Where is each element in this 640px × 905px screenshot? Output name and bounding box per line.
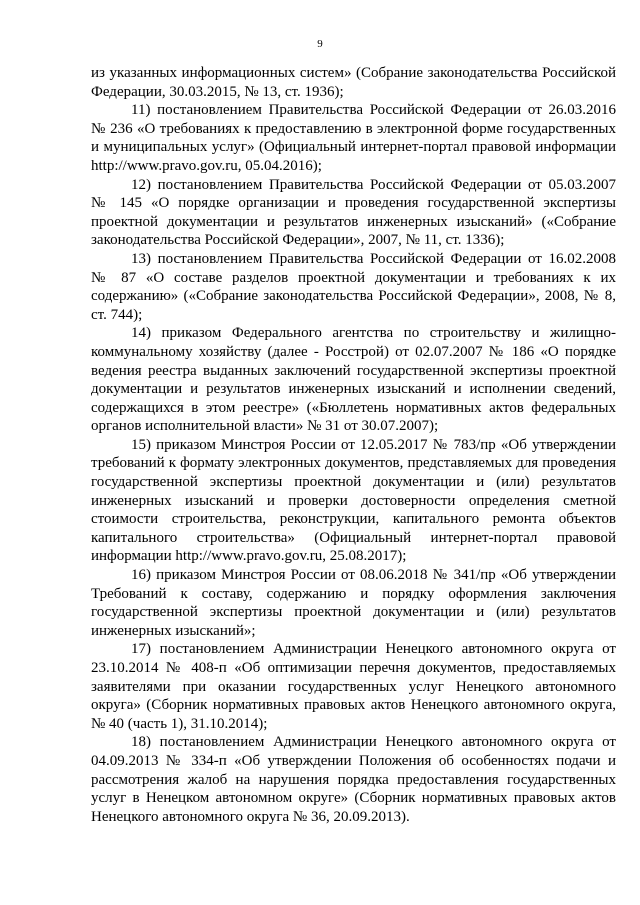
list-item-17: 17) постановлением Администрации Ненецкого автономного округа от 23.10.2014 № 408-п «Об оптимизации перечня документов, предоставляемых заявителями при оказании государственных услуг Ненецкого автономного округа» (Сборник нормативных правовых актов Ненецкого автономного округа, № 40 (часть 1), 31.10.2014); [91,641,616,732]
list-item-12: 12) постановлением Правительства Российской Федерации от 05.03.2007 № 145 «О порядке организации и проведения государственной экспертизы проектной документации и результатов инженерных изысканий» («Собрание законодательства Российской Федерации», 2007, № 11, ст. 1336); [91,176,616,249]
list-item-13: 13) постановлением Правительства Российской Федерации от 16.02.2008 № 87 «О составе разделов проектной документации и требованиях к их содержанию» («Собрание законодательства Российской Федерации», 2008, № 8, ст. 744); [91,250,616,323]
list-item-14: 14) приказом Федерального агентства по строительству и жилищно-коммунальному хозяйству (далее - Росстрой) от 02.07.2007 № 186 «О порядке ведения реестра выданных заключений государственной экспертизы проектной документации и результатов инженерных изысканий и исполнении сведений, содержащихся в этом реестре» («Бюллетень нормативных актов федеральных органов исполнительной власти» № 31 от 30.07.2007); [91,325,616,435]
page-number: 9 [317,38,323,50]
list-item-11: 11) постановлением Правительства Российской Федерации от 26.03.2016 № 236 «О требованиях к предоставлению в электронной форме государственных и муниципальных услуг» (Официальный интернет-портал правовой информации http://www.pravo.gov.ru, 05.04.2016); [91,102,616,174]
list-item-16: 16) приказом Минстроя России от 08.06.2018 № 341/пр «Об утверждении Требований к составу, содержанию и порядку оформления заключения государственной экспертизы проектной документации и (или) результатов инженерных изысканий»; [91,567,616,639]
paragraph-continuation: из указанных информационных систем» (Собрание законодательства Российской Федерации, 30.03.2015, № 13, ст. 1936); [91,65,616,100]
list-item-18: 18) постановлением Администрации Ненецкого автономного округа от 04.09.2013 № 334-п «Об утверждении Положения об особенностях подачи и рассмотрения жалоб на нарушения порядка предоставления государственных услуг в Ненецком автономном округе» (Сборник нормативных правовых актов Ненецкого автономного округа № 36, 20.09.2013). [91,734,616,825]
list-item-15: 15) приказом Минстроя России от 12.05.2017 № 783/пр «Об утверждении требований к формату электронных документов, представляемых для проведения государственной экспертизы проектной документации и (или) результатов инженерных изысканий и проверки достоверности определения сметной стоимости строительства, реконструкции, капитального ремонта объектов капитального строительства» (Официальный интернет-портал правовой информации http://www.pravo.gov.ru, 25.08.2017); [91,436,616,565]
document-body [91,64,616,826]
